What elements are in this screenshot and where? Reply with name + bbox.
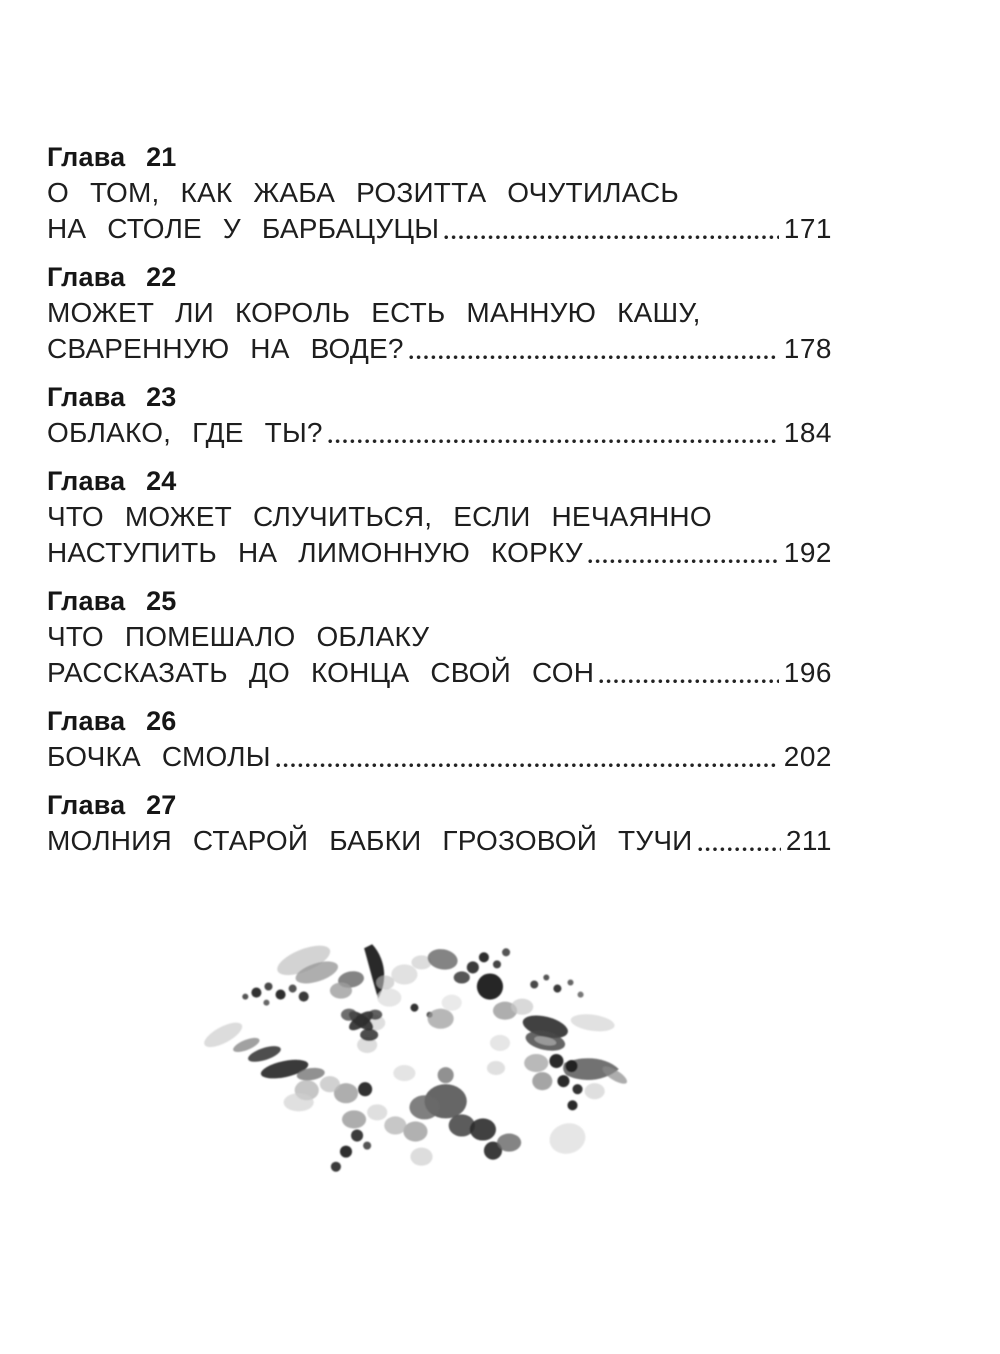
toc-title-text: ЧТО ПОМЕШАЛО ОБЛАКУ bbox=[47, 621, 430, 652]
table-of-contents bbox=[47, 139, 832, 871]
chapter-title-lines bbox=[47, 823, 832, 859]
toc-title-line bbox=[47, 619, 832, 655]
toc-title-line bbox=[47, 499, 832, 535]
toc-title-text: О ТОМ, КАК ЖАБА РОЗИТТА ОЧУТИЛАСЬ bbox=[47, 177, 679, 208]
page-number: 192 bbox=[783, 537, 832, 568]
toc-title-text: СВАРЕННУЮ НА ВОДЕ? bbox=[47, 333, 404, 364]
chapter-title-lines bbox=[47, 619, 832, 691]
toc-entry bbox=[47, 787, 832, 859]
chapter-heading: Глава 26 bbox=[47, 706, 177, 736]
toc-title-line bbox=[47, 739, 832, 775]
toc-title-text: НАСТУПИТЬ НА ЛИМОННУЮ КОРКУ bbox=[47, 537, 583, 568]
page-number: 202 bbox=[783, 741, 832, 772]
toc-title-line bbox=[47, 175, 832, 211]
toc-title-text: НА СТОЛЕ У БАРБАЦУЦЫ bbox=[47, 213, 440, 244]
toc-title-line bbox=[47, 535, 832, 571]
chapter-title-lines bbox=[47, 739, 832, 775]
page-number: 184 bbox=[783, 417, 832, 448]
chapter-heading: Глава 25 bbox=[47, 586, 177, 616]
toc-title-text: БОЧКА СМОЛЫ bbox=[47, 741, 271, 772]
toc-title-line bbox=[47, 211, 832, 247]
toc-entry bbox=[47, 379, 832, 451]
toc-entry bbox=[47, 259, 832, 367]
toc-title-line bbox=[47, 331, 832, 367]
toc-title-line bbox=[47, 295, 832, 331]
page-number: 196 bbox=[783, 657, 832, 688]
dot-leader bbox=[276, 739, 779, 775]
chapter-heading: Глава 21 bbox=[47, 142, 177, 172]
toc-entry bbox=[47, 703, 832, 775]
chapter-title-lines bbox=[47, 295, 832, 367]
chapter-title-lines bbox=[47, 175, 832, 247]
page-number: 178 bbox=[783, 333, 832, 364]
toc-title-line bbox=[47, 655, 832, 691]
toc-entry bbox=[47, 463, 832, 571]
toc-entry bbox=[47, 583, 832, 691]
page-number: 211 bbox=[785, 825, 832, 856]
toc-title-text: РАССКАЗАТЬ ДО КОНЦА СВОЙ СОН bbox=[47, 657, 595, 688]
toc-entry bbox=[47, 139, 832, 247]
dot-leader bbox=[588, 535, 779, 571]
chapter-heading: Глава 22 bbox=[47, 262, 177, 292]
toc-title-text: МОЛНИЯ СТАРОЙ БАБКИ ГРОЗОВОЙ ТУЧИ bbox=[47, 825, 693, 856]
toc-title-line bbox=[47, 415, 832, 451]
toc-title-line bbox=[47, 823, 832, 859]
dot-leader bbox=[599, 655, 779, 691]
chapter-title-lines bbox=[47, 499, 832, 571]
toc-title-text: ЧТО МОЖЕТ СЛУЧИТЬСЯ, ЕСЛИ НЕЧАЯННО bbox=[47, 501, 712, 532]
dot-leader bbox=[328, 415, 779, 451]
toc-title-text: МОЖЕТ ЛИ КОРОЛЬ ЕСТЬ МАННУЮ КАШУ, bbox=[47, 297, 701, 328]
watercolor-wreath-illustration bbox=[198, 922, 646, 1192]
dot-leader bbox=[444, 211, 779, 247]
chapter-heading: Глава 24 bbox=[47, 466, 177, 496]
dot-leader bbox=[409, 331, 779, 367]
dot-leader bbox=[698, 823, 781, 859]
page-number: 171 bbox=[783, 213, 832, 244]
chapter-heading: Глава 23 bbox=[47, 382, 177, 412]
chapter-heading: Глава 27 bbox=[47, 790, 177, 820]
chapter-title-lines bbox=[47, 415, 832, 451]
toc-title-text: ОБЛАКО, ГДЕ ТЫ? bbox=[47, 417, 323, 448]
